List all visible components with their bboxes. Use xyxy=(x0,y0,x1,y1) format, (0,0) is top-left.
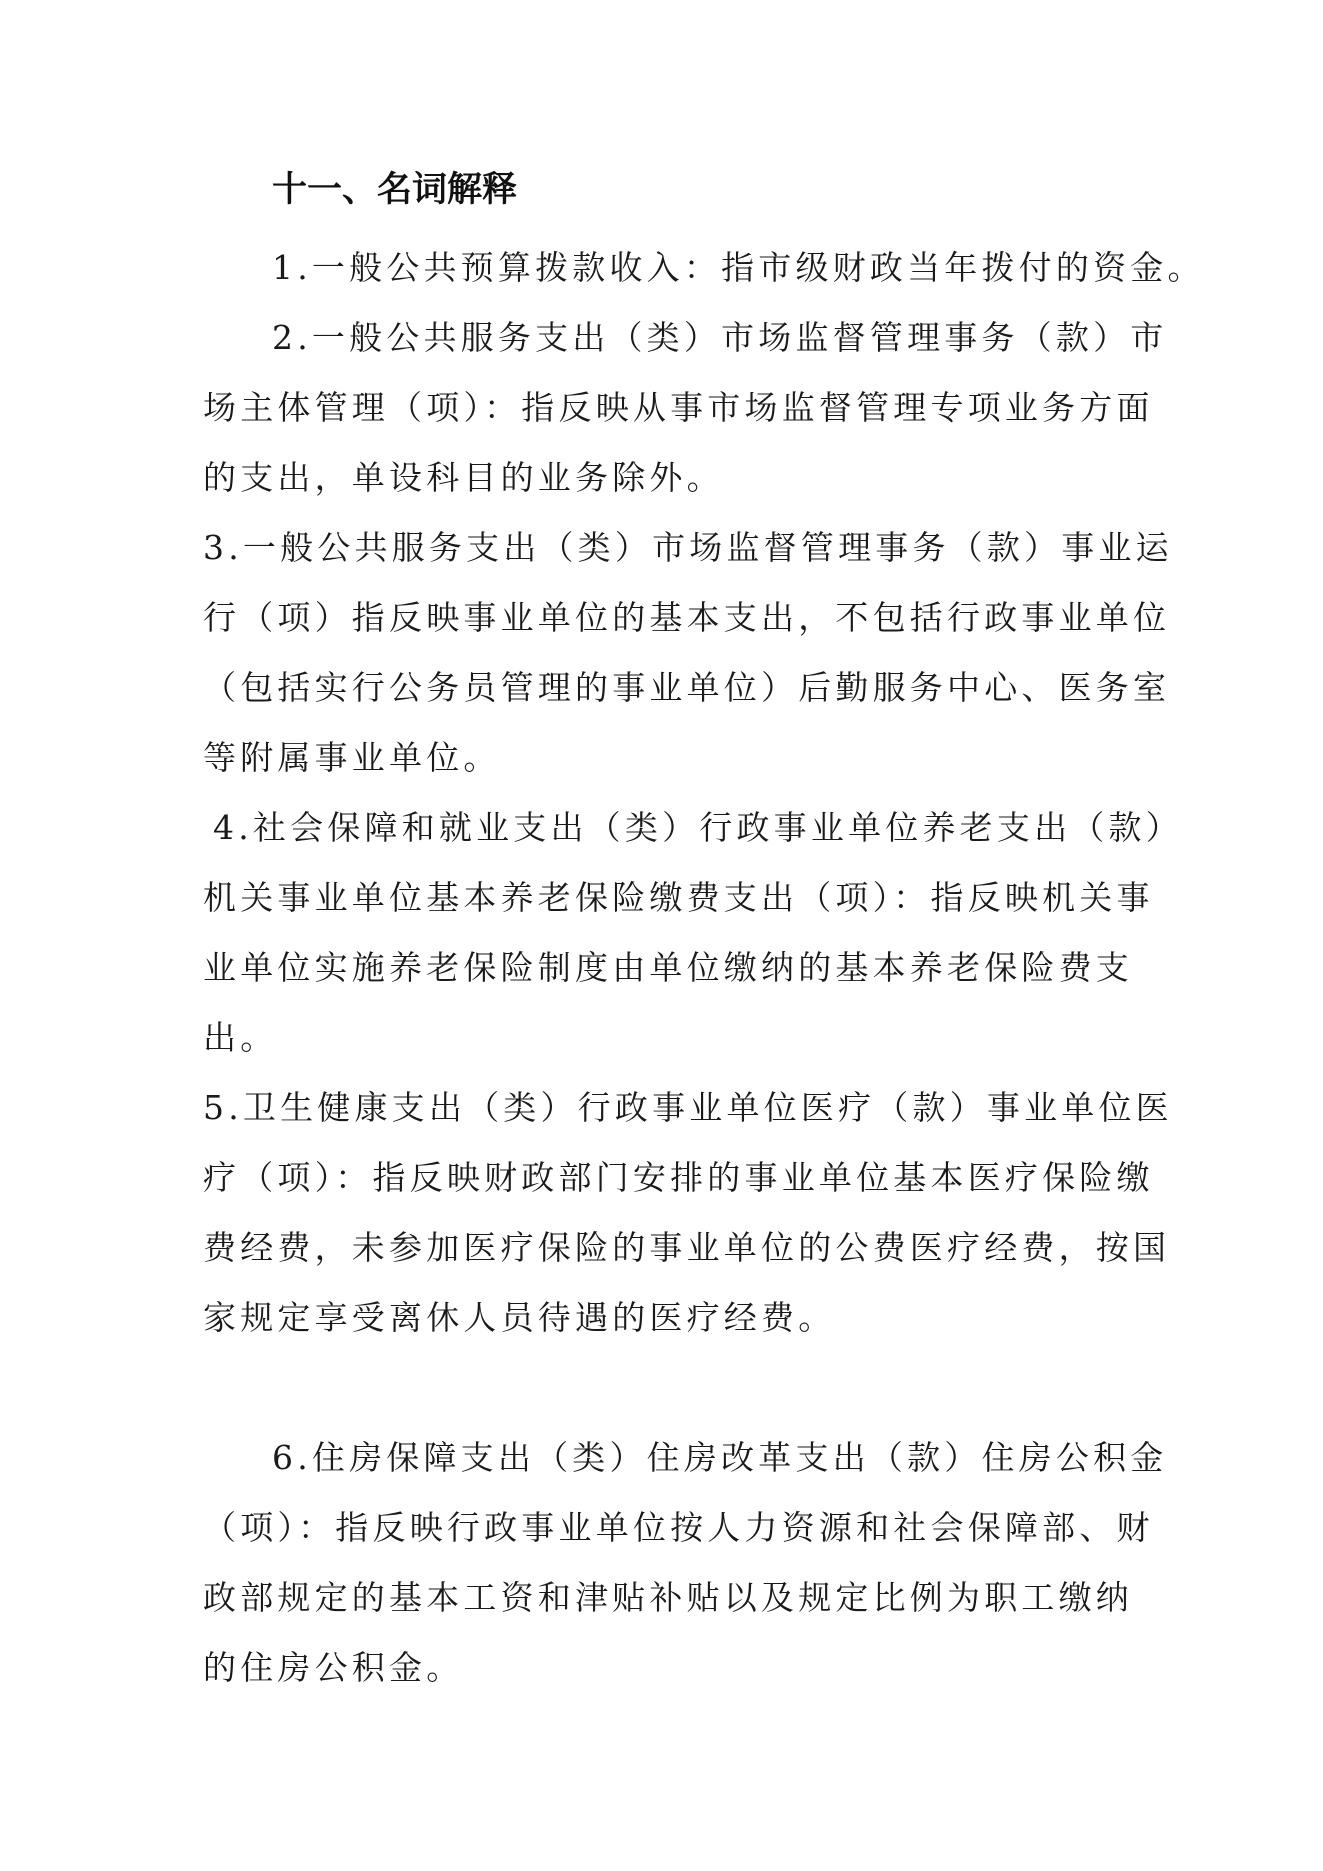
definition-3-line-4: 等附属事业单位。 xyxy=(203,738,501,777)
definition-5-line-2: 疗（项）：指反映财政部门安排的事业单位基本医疗保险缴 xyxy=(203,1158,1154,1197)
definition-3-line-1: 3.一般公共服务支出（类）市场监督管理事务（款）事业运 xyxy=(203,528,1173,567)
definition-5-line-4: 家规定享受离休人员待遇的医疗经费。 xyxy=(203,1298,836,1337)
definition-4-line-2: 机关事业单位基本养老保险缴费支出（项）：指反映机关事 xyxy=(203,878,1154,917)
definition-4-line-3: 业单位实施养老保险制度由单位缴纳的基本养老保险费支 xyxy=(203,948,1133,987)
definition-1-line-1: 1.一般公共预算拨款收入：指市级财政当年拨付的资金。 xyxy=(272,248,1205,287)
section-heading: 十一、名词解释 xyxy=(272,170,518,210)
definition-3-line-2: 行（项）指反映事业单位的基本支出，不包括行政事业单位 xyxy=(203,598,1171,637)
definition-3-line-3: （包括实行公务员管理的事业单位）后勤服务中心、医务室 xyxy=(203,668,1171,707)
definition-4-line-4: 出。 xyxy=(203,1018,278,1057)
definition-6-line-3: 政部规定的基本工资和津贴补贴以及规定比例为职工缴纳 xyxy=(203,1578,1133,1617)
definition-4-line-1: 4.社会保障和就业支出（类）行政事业单位养老支出（款） xyxy=(213,808,1183,847)
definition-2-line-1: 2.一般公共服务支出（类）市场监督管理事务（款）市 xyxy=(272,318,1168,357)
definition-6-line-1: 6.住房保障支出（类）住房改革支出（款）住房公积金 xyxy=(272,1438,1168,1477)
definition-2-line-3: 的支出，单设科目的业务除外。 xyxy=(203,458,724,497)
definition-6-line-2: （项）：指反映行政事业单位按人力资源和社会保障部、财 xyxy=(203,1508,1154,1547)
definition-6-line-4: 的住房公积金。 xyxy=(203,1648,464,1687)
definition-5-line-3: 费经费，未参加医疗保险的事业单位的公费医疗经费，按国 xyxy=(203,1228,1171,1267)
definition-5-line-1: 5.卫生健康支出（类）行政事业单位医疗（款）事业单位医 xyxy=(203,1088,1173,1127)
definition-2-line-2: 场主体管理（项）：指反映从事市场监督管理专项业务方面 xyxy=(203,388,1154,427)
